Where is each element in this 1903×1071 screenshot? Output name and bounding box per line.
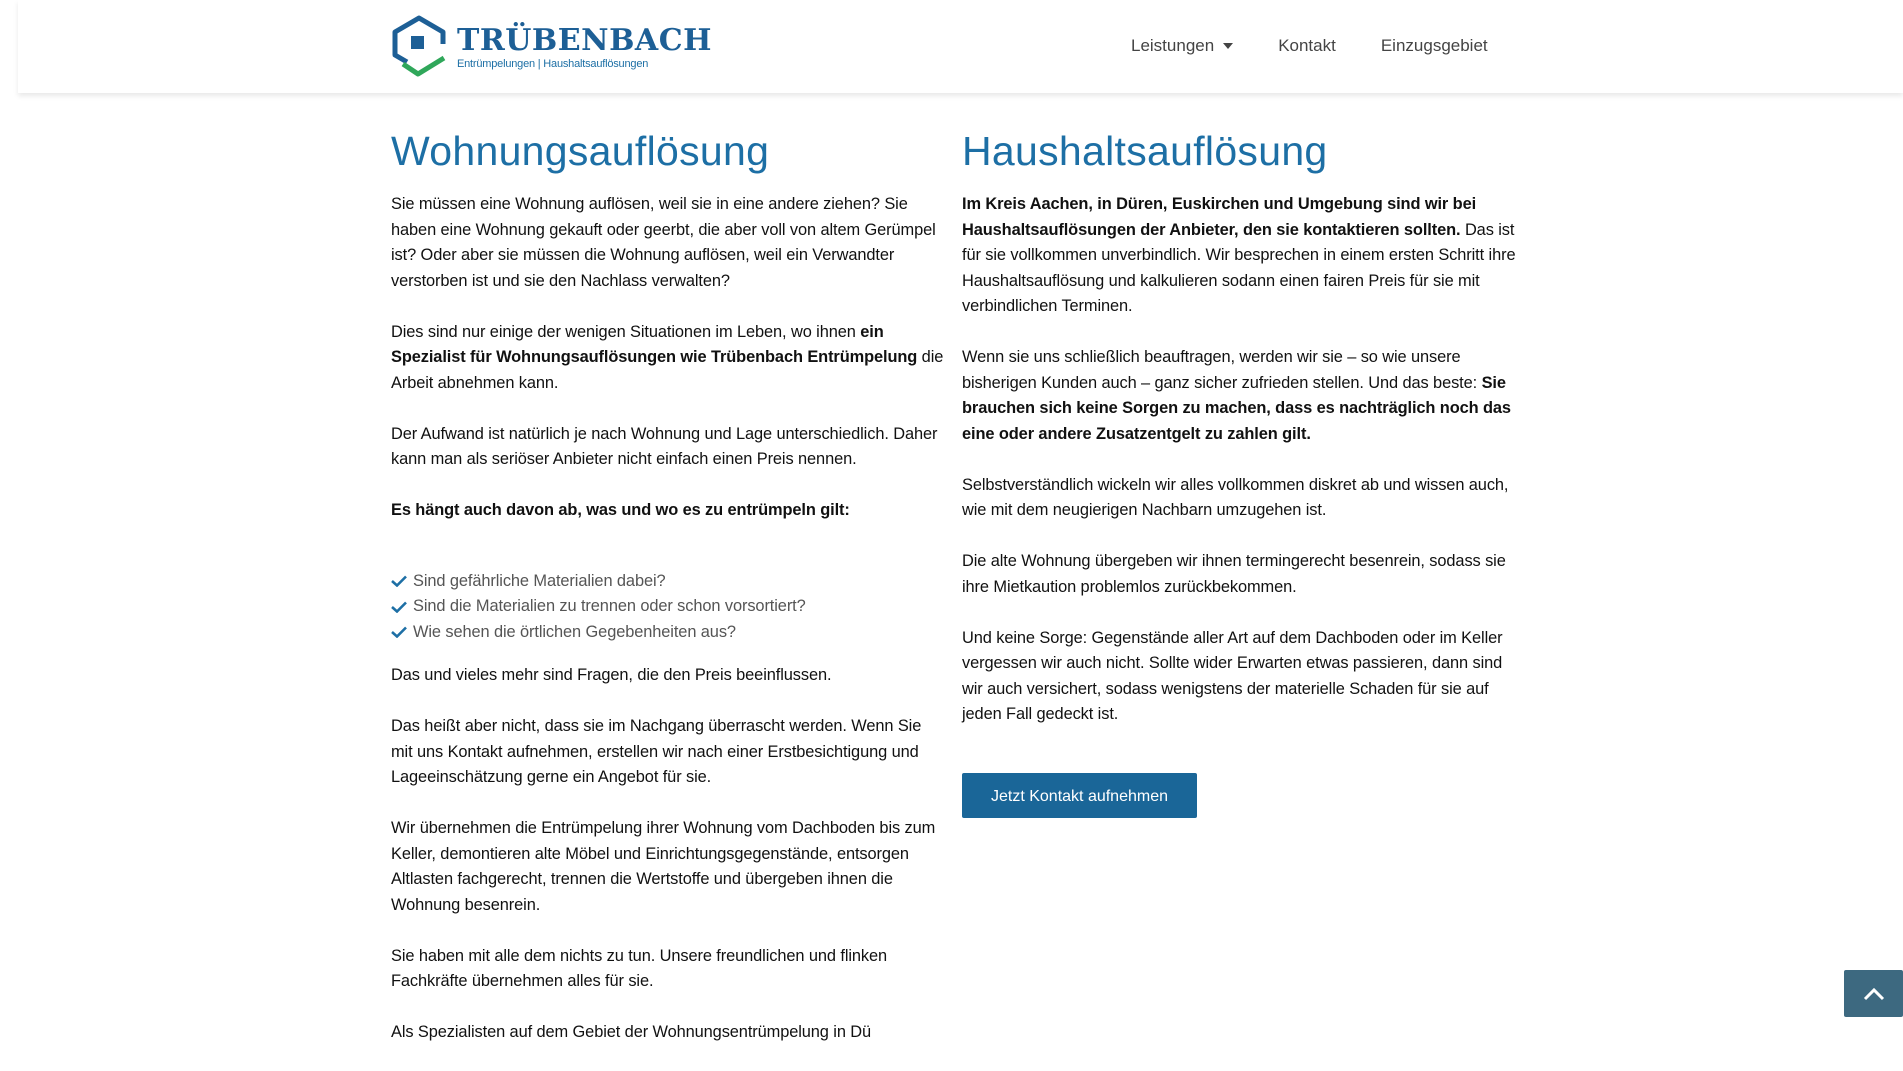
bold-text: Sie brauchen sich keine Sorgen zu machen, dass es nachträglich noch das eine oder andere Zusatzentgelt zu zahlen gilt. xyxy=(962,373,1511,443)
list-item xyxy=(391,569,946,595)
paragraph: Als Spezialisten auf dem Gebiet der Wohnungsentrümpelung in Dü xyxy=(391,1023,872,1041)
contact-button[interactable]: Jetzt Kontakt aufnehmen xyxy=(962,773,1197,818)
paragraph: Das heißt aber nicht, dass sie im Nachgang überrascht werden. Wenn Sie mit uns Kontakt aufnehmen, erstellen wir nach einer Erstbesichtigung und Lageeinschätzung gerne ein Angebot für sie. xyxy=(391,717,922,786)
text: Das ist für sie vollkommen unverbindlich. Wir besprechen in einem ersten Schritt ihre Haushaltsauflösung und kalkulieren sodann einen fairen Preis für sie mit verbindlichen Terminen. xyxy=(962,220,1516,315)
nav-leistungen[interactable] xyxy=(1131,36,1233,56)
nav-kontakt[interactable]: Kontakt xyxy=(1278,36,1336,55)
paragraph xyxy=(962,345,1517,447)
paragraph: Sie haben mit alle dem nichts zu tun. Unsere freundlichen und flinken Fachkräfte übernehmen alles für sie. xyxy=(391,946,888,990)
wohnungsaufloesung-section xyxy=(391,125,946,1071)
chevron-up-icon xyxy=(1863,987,1885,1001)
paragraph xyxy=(391,320,946,397)
list-text: Sind die Materialien zu trennen oder schon vorsortiert? xyxy=(413,597,806,615)
logo[interactable] xyxy=(391,14,712,80)
list-item xyxy=(391,620,946,646)
bold-text: Es hängt auch davon ab, was und wo es zu entrümpeln gilt: xyxy=(391,501,850,519)
paragraph: Und keine Sorge: Gegenstände aller Art auf dem Dachboden oder im Keller vergessen wir auch nicht. Sollte wider Erwarten etwas passieren, dann sind wir auch versichert, sodass wenigstens der materielle Schaden für sie auf jeden Fall gedeckt ist. xyxy=(962,628,1503,723)
text: die Arbeit abnehmen kann. xyxy=(391,348,944,392)
nav-label: Leistungen xyxy=(1131,36,1215,55)
check-icon xyxy=(391,601,407,613)
paragraph: Der Aufwand ist natürlich je nach Wohnung und Lage unterschiedlich. Daher kann man als seriöser Anbieter nicht einfach einen Preis nennen. xyxy=(391,424,938,468)
paragraph: Selbstverständlich wickeln wir alles vollkommen diskret ab und wissen auch, wie mit dem neugierigen Nachbarn umzugehen ist. xyxy=(962,475,1509,519)
site-header xyxy=(18,0,1903,93)
text: Wenn sie uns schließlich beauftragen, werden wir sie – so wie unsere bisherigen Kunden auch – ganz sicher zufrieden stellen. Und das beste: xyxy=(962,348,1482,392)
list-item xyxy=(391,594,946,620)
paragraph xyxy=(391,498,946,524)
check-icon xyxy=(391,575,407,587)
paragraph: Sie müssen eine Wohnung auflösen, weil sie in eine andere ziehen? Sie haben eine Wohnung gekauft oder geerbt, die aber voll von altem Gerümpel ist? Oder aber sie müssen die Wohnung auflösen, weil ein Verwandter verstorben ist und sie den Nachlass verwalten? xyxy=(391,195,936,290)
paragraph xyxy=(962,192,1517,320)
list-text: Sind gefährliche Materialien dabei? xyxy=(413,571,666,590)
check-icon xyxy=(391,626,407,638)
brand-name: TRÜBENBACH xyxy=(457,22,712,58)
section-title: Haushaltsauflösung xyxy=(962,128,1328,174)
main-nav xyxy=(1131,36,1533,56)
haushaltsaufloesung-section xyxy=(962,125,1517,818)
paragraph: Das und vieles mehr sind Fragen, die den Preis beeinflussen. xyxy=(391,666,832,684)
house-check-logo-icon xyxy=(391,14,447,80)
paragraph: Die alte Wohnung übergeben wir ihnen termingerecht besenrein, sodass sie ihre Mietkaution problemlos zurückbekommen. xyxy=(962,552,1506,596)
text: Dies sind nur einige der wenigen Situationen im Leben, wo ihnen xyxy=(391,322,861,341)
scroll-to-top-button[interactable] xyxy=(1844,970,1903,1017)
caret-down-icon xyxy=(1223,43,1233,49)
bold-text: ein Spezialist für Wohnungsauflösungen wie Trübenbach Entrümpelung xyxy=(391,322,918,366)
nav-einzugsgebiet[interactable]: Einzugsgebiet xyxy=(1380,36,1488,55)
checklist xyxy=(391,569,946,646)
brand-tagline: Entrümpelungen | Haushaltsauflösungen xyxy=(457,57,649,70)
list-text: Wie sehen die örtlichen Gegebenheiten aus? xyxy=(413,622,736,641)
paragraph: Wir übernehmen die Entrümpelung ihrer Wohnung vom Dachboden bis zum Keller, demontieren alte Möbel und Einrichtungsgegenstände, entsorgen Altlasten fachgerecht, trennen die Wertstoffe und übergeben ihnen die Wohnung besenrein. xyxy=(391,819,936,914)
section-title: Wohnungsauflösung xyxy=(391,128,770,174)
bold-text: Im Kreis Aachen, in Düren, Euskirchen und Umgebung sind wir bei Haushaltsauflösungen der Anbieter, den sie kontaktieren sollten. xyxy=(962,195,1477,239)
